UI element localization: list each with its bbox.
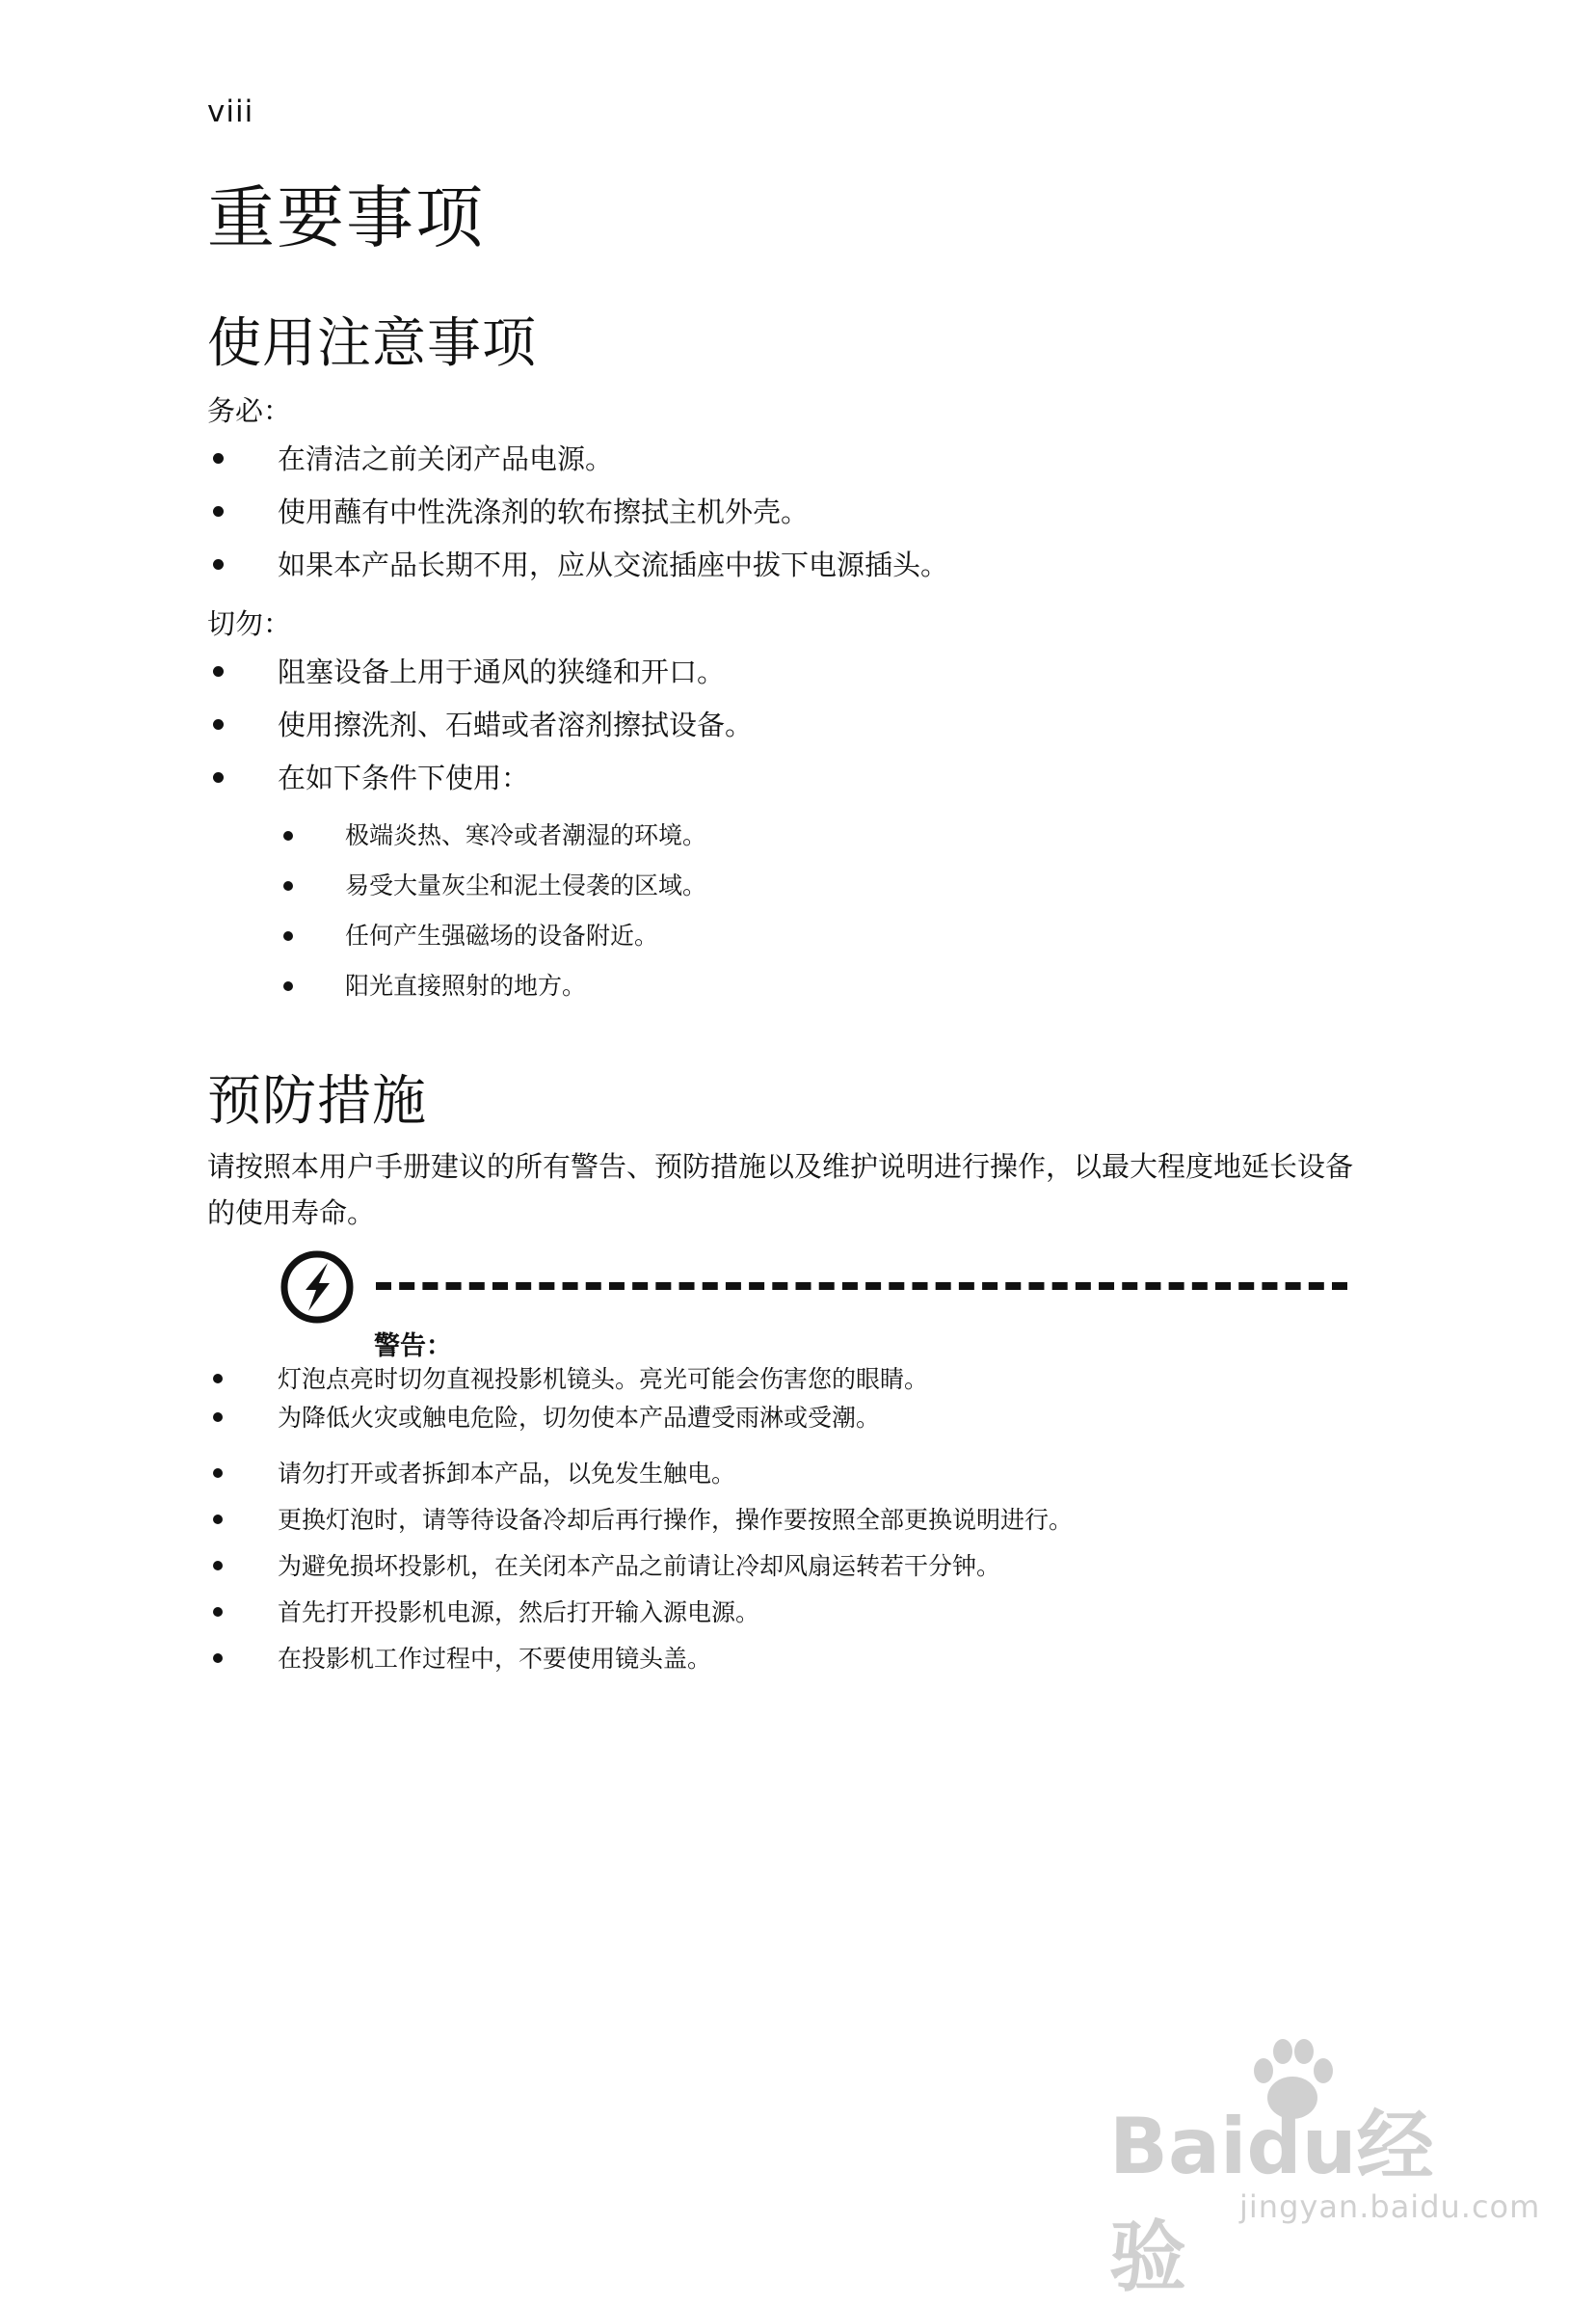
list-item — [279, 922, 706, 972]
list-item-text: 请勿打开或者拆卸本产品，以免发生触电。 — [278, 1460, 736, 1488]
list-item-text: 使用蘸有中性洗涤剂的软布擦拭主机外壳。 — [278, 496, 810, 528]
bullet-icon — [283, 881, 293, 891]
warning-label: 警告： — [374, 1331, 452, 1361]
list-item-text: 任何产生强磁场的设备附近。 — [345, 922, 659, 950]
list-item — [207, 1645, 1073, 1691]
list-item — [207, 496, 948, 549]
bullet-icon — [213, 506, 224, 517]
list-item-text: 阻塞设备上用于通风的狭缝和开口。 — [278, 656, 726, 688]
warning-list — [207, 1365, 1073, 1691]
precautions-paragraph: 请按照本用户手册建议的所有警告、预防措施以及维护说明进行操作，以最大程度地延长设备的使用寿命。 — [207, 1150, 1354, 1229]
usage-heading: 使用注意事项 — [207, 312, 537, 375]
bullet-icon — [213, 1607, 223, 1617]
list-item — [279, 972, 706, 1022]
page-number: viii — [207, 94, 254, 129]
do-list — [207, 442, 948, 602]
bullet-icon — [213, 1374, 223, 1383]
list-item — [207, 1404, 1073, 1460]
bullet-icon — [213, 1561, 223, 1570]
watermark-url: jingyan.baidu.com — [1239, 2188, 1541, 2225]
dashed-divider — [376, 1282, 1347, 1290]
watermark-logo: Baidu经验 — [1109, 2102, 1434, 2302]
bullet-icon — [283, 831, 293, 841]
do-label: 务必： — [207, 394, 292, 427]
conditions-list — [279, 821, 706, 1022]
list-item — [207, 442, 948, 496]
list-item — [207, 762, 753, 815]
list-item-text: 易受大量灰尘和泥土侵袭的区域。 — [345, 871, 707, 899]
list-item — [207, 656, 753, 709]
dont-list — [207, 656, 753, 815]
precautions-heading: 预防措施 — [207, 1070, 427, 1133]
list-item-text: 灯泡点亮时切勿直视投影机镜头。亮光可能会伤害您的眼睛。 — [278, 1365, 929, 1393]
bullet-icon — [213, 666, 224, 677]
list-item — [207, 1598, 1073, 1645]
bullet-icon — [283, 931, 293, 941]
list-item — [207, 1365, 1073, 1404]
list-item-text: 首先打开投影机电源，然后打开输入源电源。 — [278, 1598, 760, 1626]
page-title: 重要事项 — [207, 178, 485, 257]
list-item — [207, 1506, 1073, 1552]
list-item-text: 为避免损坏投影机，在关闭本产品之前请让冷却风扇运转若干分钟。 — [278, 1552, 1001, 1580]
bullet-icon — [213, 772, 224, 783]
list-item-text: 在如下条件下使用： — [278, 762, 530, 794]
bullet-icon — [213, 1653, 223, 1663]
list-item — [207, 1460, 1073, 1506]
list-item — [207, 709, 753, 762]
list-item-text: 使用擦洗剂、石蜡或者溶剂擦拭设备。 — [278, 709, 754, 741]
bullet-icon — [213, 1515, 223, 1524]
bullet-icon — [213, 719, 224, 730]
list-item-text: 如果本产品长期不用，应从交流插座中拔下电源插头。 — [278, 549, 949, 581]
bullet-icon — [213, 559, 224, 570]
list-item-text: 为降低火灾或触电危险，切勿使本产品遭受雨淋或受潮。 — [278, 1404, 881, 1432]
bullet-icon — [283, 981, 293, 991]
list-item — [279, 821, 706, 871]
baidu-watermark — [1100, 2034, 1541, 2302]
list-item-text: 在投影机工作过程中，不要使用镜头盖。 — [278, 1645, 712, 1673]
list-item — [207, 549, 948, 602]
list-item-text: 极端炎热、寒冷或者潮湿的环境。 — [345, 821, 707, 849]
list-item-text: 更换灯泡时，请等待设备冷却后再行操作，操作要按照全部更换说明进行。 — [278, 1506, 1074, 1534]
bullet-icon — [213, 1412, 223, 1422]
list-item — [279, 871, 706, 922]
bullet-icon — [213, 1468, 223, 1478]
list-item — [207, 1552, 1073, 1598]
list-item-text: 在清洁之前关闭产品电源。 — [278, 442, 614, 475]
lightning-warning-icon — [279, 1249, 355, 1325]
bullet-icon — [213, 453, 224, 464]
dont-label: 切勿： — [207, 607, 292, 640]
list-item-text: 阳光直接照射的地方。 — [345, 972, 587, 1000]
